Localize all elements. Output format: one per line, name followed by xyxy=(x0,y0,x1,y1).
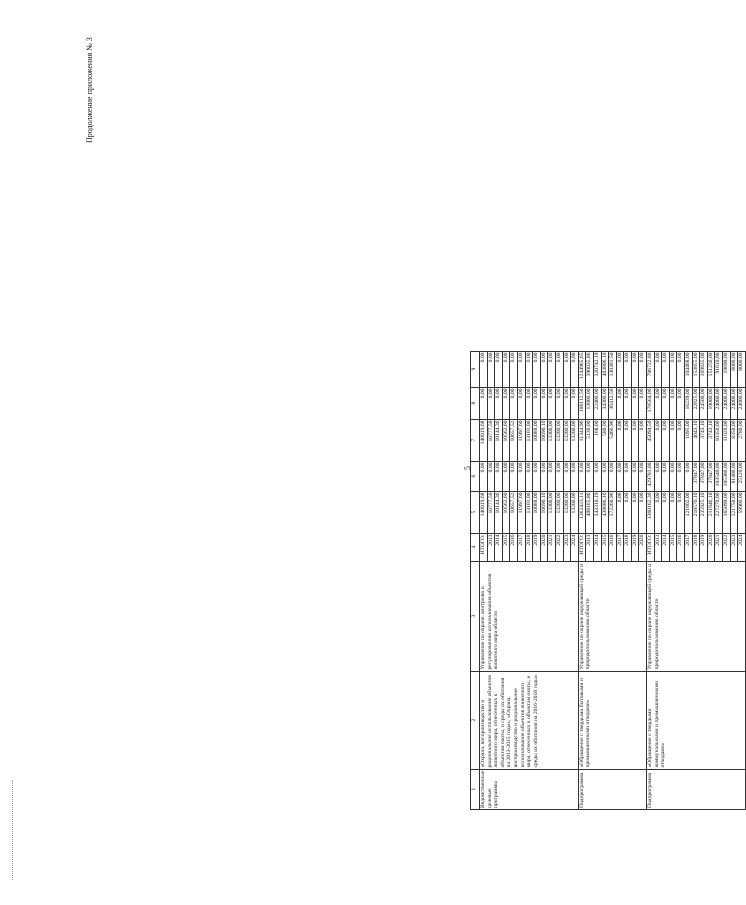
amount-cell: 103540,00 xyxy=(715,461,723,491)
amount-cell: 10777,50 xyxy=(487,419,495,461)
amount-cell: 0,00 xyxy=(533,461,541,491)
amount-cell: 0,00 xyxy=(563,461,571,491)
amount-cell: 36412,50 xyxy=(609,387,617,419)
amount-cell: 91610,00 xyxy=(715,351,723,387)
amount-cell: 0,00 xyxy=(616,387,624,419)
amount-cell: 121750,00 xyxy=(730,491,738,533)
amount-cell: 218570,10 xyxy=(692,491,700,533)
amount-cell: 0,00 xyxy=(525,461,533,491)
amount-cell: 10144,36 xyxy=(495,491,503,533)
amount-cell: 408165,86 xyxy=(586,491,594,533)
column-number-row xyxy=(471,351,480,809)
amount-cell: 45094,50 xyxy=(647,419,655,461)
year-cell: ИТОГО: xyxy=(578,533,586,561)
amount-cell: 0,00 xyxy=(510,387,518,419)
amount-cell: 0,00 xyxy=(525,351,533,387)
program-name-cell: «Обращение с твердыми коммунальными и промышленными отходами» xyxy=(647,671,746,769)
amount-cell: 37847,00 xyxy=(692,461,700,491)
amount-cell: 0,00 xyxy=(624,419,632,461)
amount-cell: 0,00 xyxy=(517,387,525,419)
amount-cell: 13200,00 xyxy=(571,491,579,533)
amount-cell: 0,00 xyxy=(631,461,639,491)
amount-cell: 19000,00 xyxy=(707,387,715,419)
amount-cell: 0,00 xyxy=(548,461,556,491)
year-cell: 2019 xyxy=(533,533,541,561)
amount-cell: 81400,00 xyxy=(730,461,738,491)
amount-cell: 0,00 xyxy=(495,387,503,419)
amount-cell: 0,00 xyxy=(480,351,488,387)
amount-cell: 390035,86 xyxy=(586,351,594,387)
amount-cell: 24000,00 xyxy=(723,387,731,419)
appendix-header: Продолжение приложения № 3 xyxy=(85,37,94,143)
amount-cell: 580,00 xyxy=(601,419,609,461)
amount-cell: 165099,00 xyxy=(723,491,731,533)
amount-cell: 10144,36 xyxy=(495,419,503,461)
amount-cell: 10563,60 xyxy=(502,491,510,533)
amount-cell: 438686,10 xyxy=(601,491,609,533)
amount-cell: 13101,00 xyxy=(525,419,533,461)
amount-cell: 3743,10 xyxy=(707,419,715,461)
amount-cell: 10690,10 xyxy=(540,419,548,461)
amount-cell: 0,00 xyxy=(571,461,579,491)
amount-cell: 24500,00 xyxy=(700,387,708,419)
amount-cell: 0,00 xyxy=(609,461,617,491)
amount-cell: 0,00 xyxy=(677,419,685,461)
amount-cell: 403806,10 xyxy=(601,351,609,387)
amount-cell: 0,00 xyxy=(571,387,579,419)
amount-cell: 10563,60 xyxy=(502,419,510,461)
program-type-cell: Подпрограмма xyxy=(578,769,646,809)
column-number: 3 xyxy=(471,561,480,671)
amount-cell: 0,00 xyxy=(540,387,548,419)
amount-cell: 5466,96 xyxy=(609,419,617,461)
budget-table xyxy=(470,351,746,810)
year-cell: 2024 xyxy=(738,533,746,561)
amount-cell: 10690,10 xyxy=(540,491,548,533)
year-cell: 2019 xyxy=(700,533,708,561)
amount-cell: 0,00 xyxy=(669,461,677,491)
amount-cell: 22825,00 xyxy=(692,387,700,419)
amount-cell: 0,00 xyxy=(616,461,624,491)
amount-cell: 13101,00 xyxy=(525,491,533,533)
year-cell: 2023 xyxy=(563,533,571,561)
amount-cell: 13200,00 xyxy=(571,419,579,461)
amount-cell: 10657,52 xyxy=(510,419,518,461)
table-row xyxy=(578,351,586,809)
amount-cell: 1360162,30 xyxy=(647,491,655,533)
amount-cell: 0,00 xyxy=(662,351,670,387)
table-body xyxy=(480,351,746,809)
column-number: 9 xyxy=(471,351,480,387)
amount-cell: 0,00 xyxy=(654,351,662,387)
year-cell: 2014 xyxy=(495,533,503,561)
year-cell: ИТОГО: xyxy=(480,533,488,561)
amount-cell: 24000,00 xyxy=(738,387,746,419)
amount-cell: 0,00 xyxy=(639,351,647,387)
amount-cell: 0,00 xyxy=(555,351,563,387)
amount-cell: 343310,19 xyxy=(593,491,601,533)
amount-cell: 0,00 xyxy=(555,387,563,419)
amount-cell: 0,00 xyxy=(677,387,685,419)
amount-cell: 0,00 xyxy=(624,491,632,533)
year-cell: 2022 xyxy=(723,533,731,561)
amount-cell: 0,00 xyxy=(563,351,571,387)
amount-cell: 11997,60 xyxy=(517,419,525,461)
amount-cell: 22400,00 xyxy=(593,387,601,419)
amount-cell: 2780,00 xyxy=(738,419,746,461)
amount-cell: 19699,00 xyxy=(723,351,731,387)
year-cell: 2024 xyxy=(571,533,579,561)
amount-cell: 0,00 xyxy=(487,351,495,387)
amount-cell: 0,00 xyxy=(616,491,624,533)
amount-cell: 0,00 xyxy=(669,419,677,461)
amount-cell: 37847,00 xyxy=(707,461,715,491)
amount-cell: 37847,00 xyxy=(700,461,708,491)
amount-cell: 0,00 xyxy=(480,387,488,419)
year-cell: 2020 xyxy=(639,533,647,561)
amount-cell: 0,00 xyxy=(669,491,677,533)
year-cell: 2013 xyxy=(487,533,495,561)
amount-cell: 0,00 xyxy=(540,351,548,387)
amount-cell: 0,00 xyxy=(631,351,639,387)
year-cell: 2017 xyxy=(616,533,624,561)
column-number: 7 xyxy=(471,419,480,461)
year-cell: 2018 xyxy=(525,533,533,561)
amount-cell: 168,00 xyxy=(593,419,601,461)
column-number: 5 xyxy=(471,491,480,533)
year-cell: 2023 xyxy=(730,533,738,561)
amount-cell: 106112,50 xyxy=(578,387,586,419)
amount-cell: 0,00 xyxy=(487,387,495,419)
amount-cell: 0,00 xyxy=(571,351,579,387)
amount-cell: 0,00 xyxy=(517,461,525,491)
amount-cell: 151256,00 xyxy=(707,351,715,387)
amount-cell: 0,00 xyxy=(510,351,518,387)
amount-cell: 227270,00 xyxy=(715,491,723,533)
amount-cell: 0,00 xyxy=(616,351,624,387)
executor-cell: Управление по охране окружающей среды и природопользованию области xyxy=(647,561,746,671)
amount-cell: 0,00 xyxy=(662,419,670,461)
year-cell: 2016 xyxy=(609,533,617,561)
year-cell: 2013 xyxy=(654,533,662,561)
amount-cell: 140819,68 xyxy=(480,419,488,461)
amount-cell: 121802,00 xyxy=(685,491,693,533)
amount-cell: 13200,00 xyxy=(555,491,563,533)
table-row xyxy=(480,351,488,809)
amount-cell: 706722,80 xyxy=(647,351,655,387)
amount-cell: 0,00 xyxy=(654,387,662,419)
year-cell: 2018 xyxy=(692,533,700,561)
amount-cell: 0,00 xyxy=(502,351,510,387)
amount-cell: 0,00 xyxy=(601,461,609,491)
amount-cell: 0,00 xyxy=(616,419,624,461)
amount-cell: 320742,19 xyxy=(593,351,601,387)
column-number: 8 xyxy=(471,387,480,419)
year-cell: ИТОГО: xyxy=(647,533,655,561)
amount-cell: 0,00 xyxy=(654,491,662,533)
column-number: 2 xyxy=(471,671,480,769)
amount-cell: 8000,00 xyxy=(730,351,738,387)
year-cell: 2019 xyxy=(631,533,639,561)
amount-cell: 429781,00 xyxy=(647,461,655,491)
amount-cell: 0,00 xyxy=(548,351,556,387)
amount-cell: 10088,00 xyxy=(533,491,541,533)
amount-cell: 0,00 xyxy=(662,387,670,419)
amount-cell: 0,00 xyxy=(495,461,503,491)
executor-cell: Управление по охране, контролю и регулированию использования объектов животного мира области xyxy=(480,561,579,671)
amount-cell: 0,00 xyxy=(662,491,670,533)
table-row xyxy=(647,351,655,809)
amount-cell: 0,00 xyxy=(639,387,647,419)
amount-cell: 1244965,65 xyxy=(578,351,586,387)
amount-cell: 0,00 xyxy=(639,491,647,533)
year-cell: 2017 xyxy=(517,533,525,561)
amount-cell: 0,00 xyxy=(654,419,662,461)
amount-cell: 24000,00 xyxy=(715,387,723,419)
amount-cell: 0,00 xyxy=(525,387,533,419)
amount-cell: 10777,50 xyxy=(487,491,495,533)
amount-cell: 8000,00 xyxy=(738,351,746,387)
amount-cell: 211846,10 xyxy=(707,491,715,533)
column-number: 6 xyxy=(471,461,480,491)
amount-cell: 0,00 xyxy=(624,461,632,491)
amount-cell: 0,00 xyxy=(495,351,503,387)
amount-cell: 0,00 xyxy=(669,351,677,387)
amount-cell: 0,00 xyxy=(639,419,647,461)
amount-cell: 172260,96 xyxy=(609,491,617,533)
amount-cell: 0,00 xyxy=(631,387,639,419)
amount-cell: 13200,00 xyxy=(563,419,571,461)
amount-cell: 104468,00 xyxy=(685,351,693,387)
amount-cell: 25120,00 xyxy=(738,461,746,491)
amount-cell: 13200,00 xyxy=(563,491,571,533)
amount-cell: 59900,00 xyxy=(738,491,746,533)
amount-cell: 0,00 xyxy=(654,461,662,491)
amount-cell: 130381,50 xyxy=(609,351,617,387)
column-number: 4 xyxy=(471,533,480,561)
program-name-cell: «Обращение с твердыми бытовыми и промышленными отходами» xyxy=(578,671,646,769)
amount-cell: 16239,00 xyxy=(685,387,693,419)
amount-cell: 10350,00 xyxy=(715,419,723,461)
year-cell: 2022 xyxy=(555,533,563,561)
program-name-cell: «Охрана, воспроизводство и рациональное использование объектов животного мира, отнесенных к объектам охоты, и среды их обитания на 2013-2015 годы», «Охрана, воспроизводство и рациональное использование объектов животного мира, отнесенных к объектам охоты, и среды их обитания на 2016-2018 годы» xyxy=(480,671,579,769)
amount-cell: 13300,00 xyxy=(548,419,556,461)
page-number: 5 xyxy=(463,466,472,470)
amount-cell: 11997,60 xyxy=(517,491,525,533)
amount-cell: 0,00 xyxy=(639,461,647,491)
year-cell: 2015 xyxy=(601,533,609,561)
amount-cell: 11344,96 xyxy=(578,419,586,461)
amount-cell: 235925,10 xyxy=(700,491,708,533)
amount-cell: 140819,68 xyxy=(480,491,488,533)
amount-cell: 0,00 xyxy=(586,461,594,491)
amount-cell: 0,00 xyxy=(510,461,518,491)
amount-cell: 0,00 xyxy=(631,419,639,461)
amount-cell: 1362423,11 xyxy=(578,491,586,533)
executor-cell: Управление по охране окружающей среды и природопользованию области xyxy=(578,561,646,671)
amount-cell: 0,00 xyxy=(502,461,510,491)
amount-cell: 0,00 xyxy=(624,387,632,419)
amount-cell: 0,00 xyxy=(677,351,685,387)
amount-cell: 0,00 xyxy=(548,387,556,419)
year-cell: 2017 xyxy=(685,533,693,561)
amount-cell: 5130,00 xyxy=(586,419,594,461)
amount-cell: 0,00 xyxy=(593,461,601,491)
amount-cell: 8350,00 xyxy=(730,419,738,461)
program-type-cell: Подпрограмма xyxy=(647,769,746,809)
year-cell: 2020 xyxy=(540,533,548,561)
amount-cell: 34300,00 xyxy=(601,387,609,419)
amount-cell: 24000,00 xyxy=(730,387,738,419)
amount-cell: 0,00 xyxy=(631,491,639,533)
amount-cell: 0,00 xyxy=(677,461,685,491)
amount-cell: 0,00 xyxy=(563,387,571,419)
amount-cell: 0,00 xyxy=(685,461,693,491)
amount-cell: 0,00 xyxy=(624,351,632,387)
amount-cell: 1095,00 xyxy=(685,419,693,461)
amount-cell: 0,00 xyxy=(662,461,670,491)
amount-cell: 105380,00 xyxy=(723,461,731,491)
amount-cell: 13300,00 xyxy=(548,491,556,533)
year-cell: 2016 xyxy=(510,533,518,561)
amount-cell: 178564,00 xyxy=(647,387,655,419)
amount-cell: 0,00 xyxy=(533,351,541,387)
year-cell: 2020 xyxy=(707,533,715,561)
amount-cell: 3743,10 xyxy=(700,419,708,461)
amount-cell: 0,00 xyxy=(533,387,541,419)
amount-cell: 13200,00 xyxy=(555,419,563,461)
year-cell: 2015 xyxy=(669,533,677,561)
amount-cell: 153855,00 xyxy=(692,351,700,387)
year-cell: 2016 xyxy=(677,533,685,561)
amount-cell: 0,00 xyxy=(487,461,495,491)
year-cell: 2015 xyxy=(502,533,510,561)
amount-cell: 0,00 xyxy=(677,491,685,533)
year-cell: 2021 xyxy=(715,533,723,561)
amount-cell: 10657,52 xyxy=(510,491,518,533)
amount-cell: 11020,00 xyxy=(723,419,731,461)
year-cell: 2021 xyxy=(548,533,556,561)
amount-cell: 0,00 xyxy=(502,387,510,419)
column-number: 1 xyxy=(471,769,480,809)
amount-cell: 0,00 xyxy=(540,461,548,491)
amount-cell: 13000,00 xyxy=(586,387,594,419)
amount-cell: 10088,00 xyxy=(533,419,541,461)
amount-cell: 0,00 xyxy=(517,351,525,387)
amount-cell: 0,00 xyxy=(555,461,563,491)
year-cell: 2014 xyxy=(662,533,670,561)
amount-cell: 0,00 xyxy=(669,387,677,419)
amount-cell: 0,00 xyxy=(578,461,586,491)
year-cell: 2018 xyxy=(624,533,632,561)
amount-cell: 4043,10 xyxy=(692,419,700,461)
year-cell: 2013 xyxy=(586,533,594,561)
amount-cell: 169835,00 xyxy=(700,351,708,387)
amount-cell: 0,00 xyxy=(480,461,488,491)
program-type-cell: Ведомственные целевые программы xyxy=(480,769,579,809)
year-cell: 2014 xyxy=(593,533,601,561)
